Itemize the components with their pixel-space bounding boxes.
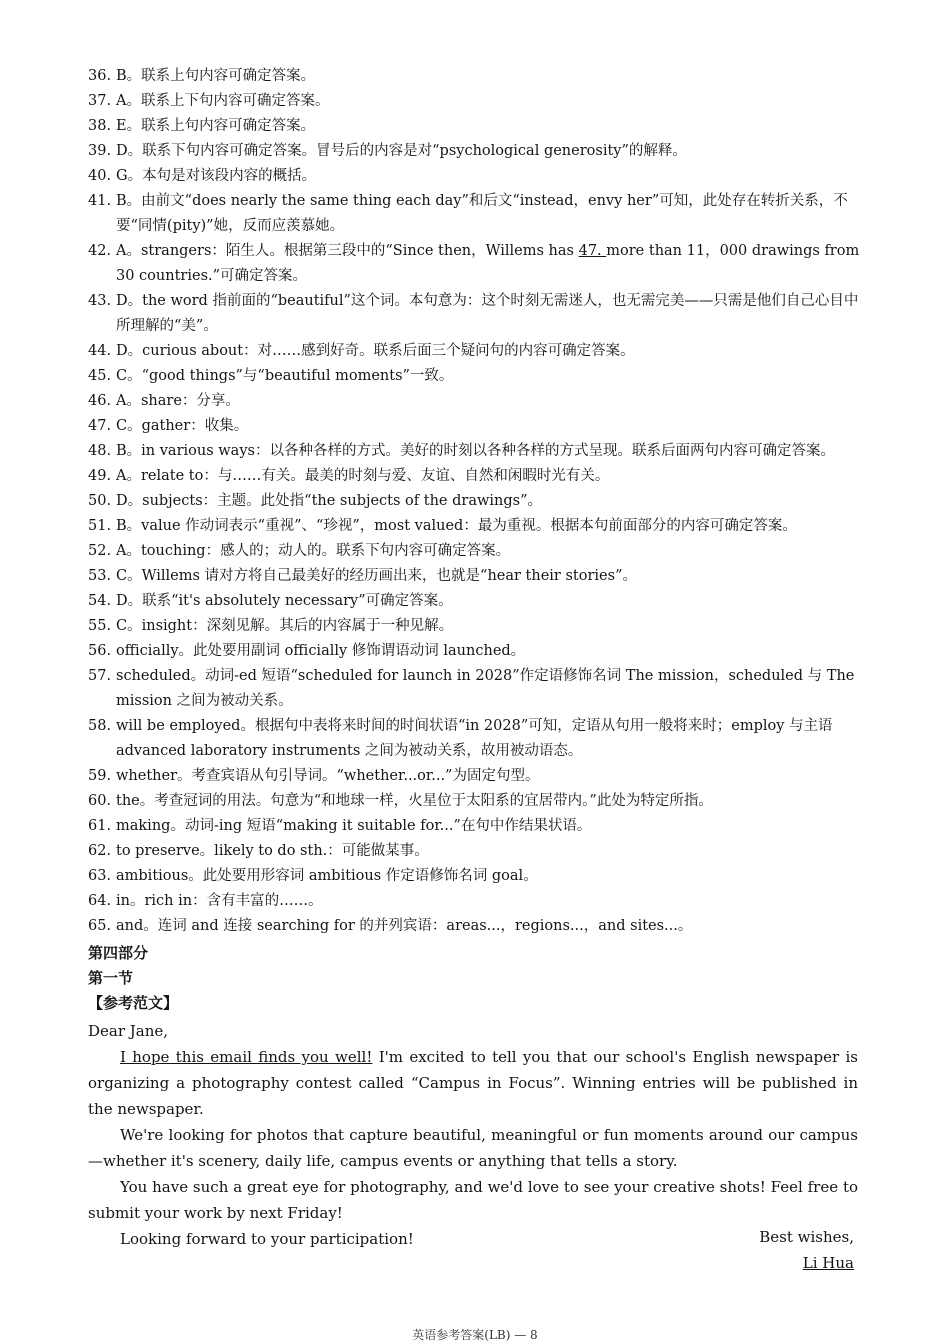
blank-47: 47. bbox=[578, 243, 607, 259]
answer-item: 59. whether。考查宾语从句引导词。“whether...or...”为固定句型。 bbox=[88, 768, 540, 784]
essay-greeting: Dear Jane, bbox=[88, 1022, 169, 1040]
sample-essay bbox=[88, 1018, 858, 1252]
answer-item: 50. D。subjects：主题。此处指“the subjects of the drawings”。 bbox=[88, 493, 543, 509]
answer-item: 37. A。联系上下句内容可确定答案。 bbox=[88, 93, 330, 109]
answer-item: 64. in。rich in：含有丰富的……。 bbox=[88, 893, 323, 909]
answer-item: 49. A。relate to：与……有关。最美的时刻与爱、友谊、自然和闲暇时光有关。 bbox=[88, 468, 610, 484]
answer-item: 55. C。insight：深刻见解。其后的内容属于一种见解。 bbox=[88, 618, 454, 634]
answer-item: 57. scheduled。动词-ed 短语“scheduled for launch in 2028”作定语修饰名词 The mission，scheduled 与 The mission 之间为被动关系。 bbox=[88, 668, 855, 709]
answer-item: 48. B。in various ways：以各种各样的方式。美好的时刻以各种各样的方式呈现。联系后面两句内容可确定答案。 bbox=[88, 443, 835, 459]
answer-item: 46. A。share：分享。 bbox=[88, 393, 240, 409]
answer-item: 54. D。联系“it's absolutely necessary”可确定答案。 bbox=[88, 593, 453, 609]
answer-item: 42. A。strangers：陌生人。根据第三段中的“Since then，Willems has 47. more than 11，000 drawings from 30 countries.”可确定答案。 bbox=[88, 243, 860, 284]
answer-item: 52. A。touching：感人的；动人的。联系下句内容可确定答案。 bbox=[88, 543, 511, 559]
answer-item: 43. D。the word 指前面的“beautiful”这个词。本句意为：这个时刻无需迷人，也无需完美——只需是他们自己心目中所理解的“美”。 bbox=[88, 293, 859, 334]
essay-paragraph: You have such a great eye for photography, and we'd love to see your creative shots! Feel free to submit your work by next Friday! bbox=[88, 1178, 858, 1222]
essay-signature: Li Hua bbox=[802, 1254, 854, 1272]
answer-item: 47. C。gather：收集。 bbox=[88, 418, 249, 434]
essay-paragraph: We're looking for photos that capture beautiful, meaningful or fun moments around our campus—whether it's scenery, daily life, campus events or anything that tells a story. bbox=[88, 1126, 858, 1170]
essay-paragraph: I hope this email finds you well! I'm excited to tell you that our school's English newspaper is organizing a photography contest called “Campus in Focus”. Winning entries will be published in the newspaper. bbox=[88, 1048, 858, 1118]
essay-opening-line: I hope this email finds you well! bbox=[120, 1048, 373, 1066]
answer-item: 58. will be employed。根据句中表将来时间的时间状语“in 2028”可知，定语从句用一般将来时；employ 与主语 advanced laboratory instruments 之间为被动关系，故用被动语态。 bbox=[88, 718, 833, 759]
answer-item: 40. G。本句是对该段内容的概括。 bbox=[88, 168, 317, 184]
answer-item: 56. officially。此处要用副词 officially 修饰谓语动词 launched。 bbox=[88, 643, 526, 659]
answer-item: 65. and。连词 and 连接 searching for 的并列宾语：areas...，regions...，and sites...。 bbox=[88, 918, 693, 934]
part-title: 第四部分 bbox=[88, 944, 149, 962]
page-footer: 英语参考答案(LB) — 8 bbox=[412, 1328, 538, 1342]
answer-list bbox=[88, 64, 868, 939]
answer-item: 45. C。“good things”与“beautiful moments”一致。 bbox=[88, 368, 454, 384]
answer-item: 53. C。Willems 请对方将自己最美好的经历画出来，也就是“hear their stories”。 bbox=[88, 568, 637, 584]
section-title: 第一节 bbox=[88, 969, 134, 987]
answer-item: 62. to preserve。likely to do sth.：可能做某事。 bbox=[88, 843, 429, 859]
answer-item: 38. E。联系上句内容可确定答案。 bbox=[88, 118, 316, 134]
essay-paragraph: Looking forward to your participation! bbox=[120, 1230, 414, 1248]
answer-item: 60. the。考查冠词的用法。句意为“和地球一样，火星位于太阳系的宜居带内。”此处为特定所指。 bbox=[88, 793, 713, 809]
essay-closing: Best wishes, bbox=[759, 1228, 854, 1246]
answer-item: 51. B。value 作动词表示“重视”、“珍视”，most valued：最为重视。根据本句前面部分的内容可确定答案。 bbox=[88, 518, 797, 534]
answer-item: 44. D。curious about：对……感到好奇。联系后面三个疑问句的内容可确定答案。 bbox=[88, 343, 635, 359]
answer-item: 39. D。联系下句内容可确定答案。冒号后的内容是对“psychological generosity”的解释。 bbox=[88, 143, 687, 159]
reference-heading: 【参考范文】 bbox=[88, 994, 179, 1012]
answer-item: 61. making。动词-ing 短语“making it suitable for...”在句中作结果状语。 bbox=[88, 818, 592, 834]
answer-item: 36. B。联系上句内容可确定答案。 bbox=[88, 68, 316, 84]
answer-item: 41. B。由前文“does nearly the same thing each day”和后文“instead，envy her”可知，此处存在转折关系，不要“同情(pity)”她，反而应羡慕她。 bbox=[88, 193, 848, 234]
answer-item: 63. ambitious。此处要用形容词 ambitious 作定语修饰名词 goal。 bbox=[88, 868, 538, 884]
